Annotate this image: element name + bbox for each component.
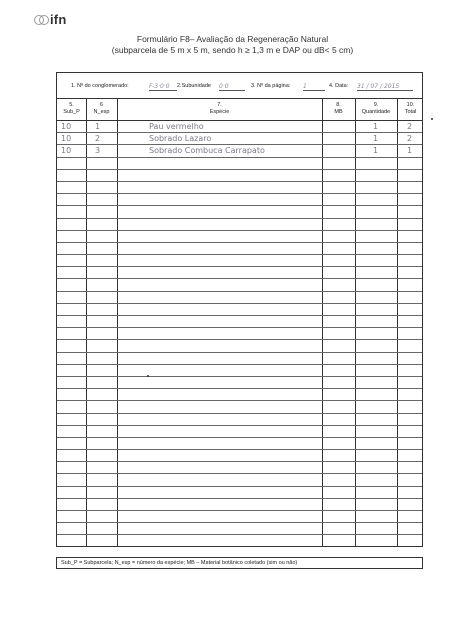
cell-n-esp[interactable]: 3	[95, 146, 101, 156]
table-row	[57, 462, 422, 474]
table-row	[57, 377, 422, 389]
table-row	[57, 414, 422, 426]
table-row	[57, 231, 422, 243]
table-row	[57, 219, 422, 231]
logo-circles-icon	[34, 14, 48, 26]
table-row	[57, 450, 422, 462]
table-row	[57, 292, 422, 304]
table-row	[57, 304, 422, 316]
logo	[34, 12, 66, 27]
cell-quantidade[interactable]: 1	[373, 146, 379, 156]
cell-quantidade[interactable]: 1	[373, 122, 379, 131]
form-header-fields	[57, 73, 422, 99]
table-row	[57, 340, 422, 352]
col-header-sub-p: 5. Sub_P	[63, 102, 80, 115]
scan-speck	[147, 375, 149, 377]
table-row	[57, 389, 422, 401]
column-headers	[57, 99, 422, 121]
cell-total[interactable]: 2	[407, 122, 413, 131]
cell-sub-p[interactable]: 10	[61, 146, 72, 156]
table-row	[57, 499, 422, 511]
table-row	[57, 316, 422, 328]
col-header-total: 10. Total	[404, 102, 417, 115]
field2-label: 2.Subunidade	[177, 83, 211, 89]
form-subtitle: (subparcela de 5 m x 5 m, sendo h ≥ 1,3 m e DAP ou dB< 5 cm)	[111, 45, 354, 55]
field2-value[interactable]: 0·0	[219, 83, 245, 91]
table-row	[57, 243, 422, 255]
table-row	[57, 279, 422, 291]
field4-value[interactable]: 31 / 07 / 2015	[357, 83, 413, 91]
cell-n-esp[interactable]: 2	[95, 134, 101, 144]
logo-text: ifn	[50, 12, 67, 27]
table-row	[57, 365, 422, 377]
table-row	[57, 328, 422, 340]
table-row	[57, 145, 422, 157]
cell-n-esp[interactable]: 1	[95, 122, 101, 131]
table-row	[57, 206, 422, 218]
table-row	[57, 474, 422, 486]
table-row	[57, 194, 422, 206]
table-row	[57, 487, 422, 499]
table-row	[57, 401, 422, 413]
table-row	[57, 523, 422, 535]
field3-value[interactable]: 1	[303, 83, 325, 91]
table-row	[57, 255, 422, 267]
field3-label: 3. Nº da página:	[251, 83, 291, 89]
table-row	[57, 426, 422, 438]
cell-sub-p[interactable]: 10	[61, 122, 72, 131]
form-table	[56, 72, 423, 547]
table-row	[57, 170, 422, 182]
col-header-mb: 8. MB	[334, 102, 343, 115]
table-row	[57, 182, 422, 194]
table-row	[57, 438, 422, 450]
cell-especie[interactable]: Pau vermelho	[149, 122, 204, 131]
table-row	[57, 353, 422, 365]
field1-value[interactable]: F-3·0·0	[149, 83, 177, 91]
table-row	[57, 121, 422, 133]
footer-legend: Sub_P = Subparcela; N_esp = número da espécie; MB – Material botânico coletado (sim ou não)	[56, 557, 423, 569]
field4-label: 4. Data:	[329, 83, 349, 89]
cell-quantidade[interactable]: 1	[373, 134, 379, 144]
cell-total[interactable]: 2	[407, 134, 413, 144]
scan-speck	[431, 118, 433, 120]
cell-sub-p[interactable]: 10	[61, 134, 72, 144]
table-row	[57, 267, 422, 279]
col-header-quantidade: 9. Quantidade	[361, 102, 391, 115]
table-row	[57, 511, 422, 523]
field1-label: 1. Nº do conglomerado:	[71, 83, 129, 89]
cell-especie[interactable]: Sobrado Lazaro	[149, 134, 212, 144]
table-row	[57, 158, 422, 170]
cell-total[interactable]: 1	[407, 146, 413, 156]
col-header-especie: 7. Espécie	[209, 102, 230, 115]
cell-especie[interactable]: Sobrado Combuca Carrapato	[149, 146, 265, 156]
table-row	[57, 133, 422, 145]
form-title: Formulário F8– Avaliação da Regeneração Natural	[136, 34, 329, 44]
col-header-n-esp: 6 N_esp	[93, 102, 110, 115]
table-body	[57, 121, 422, 535]
